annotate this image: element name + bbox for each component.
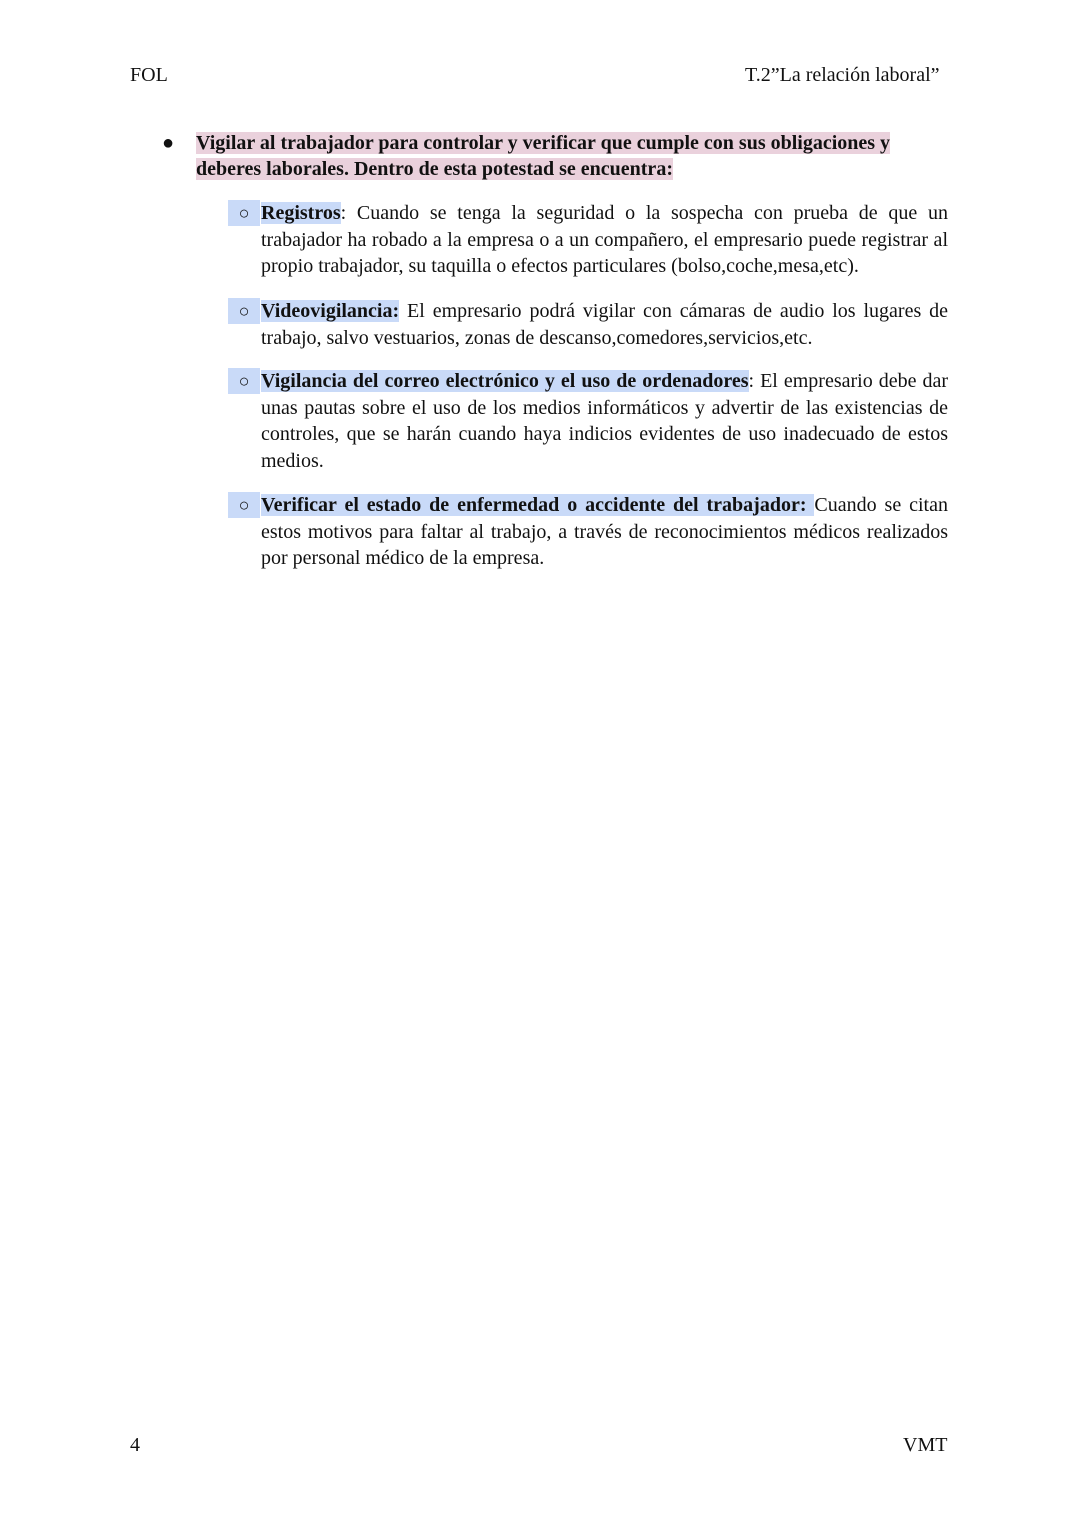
sub-item-term: Verificar el estado de enfermedad o accidente del trabajador:: [261, 494, 815, 516]
sub-item-text: : Cuando se tenga la seguridad o la sospecha con prueba de que un trabajador ha robado a la empresa o a un compañero, el empresario puede registrar al propio trabajador, su taquilla o efectos particulares (bolso,coche,mesa,etc).: [261, 202, 948, 277]
hollow-bullet-icon: ○: [228, 298, 260, 324]
author-initials: VMT: [903, 1434, 948, 1456]
main-bullet-item: [162, 130, 952, 182]
hollow-bullet-icon: ○: [228, 200, 260, 226]
sub-item-verificar-enfermedad: [228, 492, 948, 572]
sub-item-text: Cuando se citan estos motivos para faltar al trabajo, a través de reconocimientos médicos realizados por personal médico de la empresa.: [261, 494, 948, 569]
sub-item-term: Registros: [261, 202, 341, 224]
header-topic: T.2”La relación laboral”: [745, 64, 940, 86]
main-bullet-text: Vigilar al trabajador para controlar y verificar que cumple con sus obligaciones y deberes laborales. Dentro de esta potestad se encuentra:: [196, 132, 891, 180]
sub-item-videovigilancia: [228, 298, 948, 351]
hollow-bullet-icon: ○: [228, 368, 260, 394]
sub-item-text: El empresario podrá vigilar con cámaras de audio los lugares de trabajo, salvo vestuarios, zonas de descanso,comedores,servicios,etc.: [261, 300, 948, 349]
page-number: 4: [130, 1434, 140, 1456]
sub-item-term: Videovigilancia:: [261, 300, 400, 322]
sub-item-vigilancia-correo: [228, 368, 948, 474]
sub-item-registros: [228, 200, 948, 280]
filled-bullet-icon: ●: [162, 132, 175, 154]
sub-item-text: : El empresario debe dar unas pautas sobre el uso de los medios informáticos y advertir de las existencias de controles, que se harán cuando haya indicios evidentes de uso inadecuado de estos medios.: [261, 370, 948, 472]
hollow-bullet-icon: ○: [228, 492, 260, 518]
sub-item-term: Vigilancia del correo electrónico y el uso de ordenadores: [261, 370, 749, 392]
header-subject: FOL: [130, 64, 168, 86]
